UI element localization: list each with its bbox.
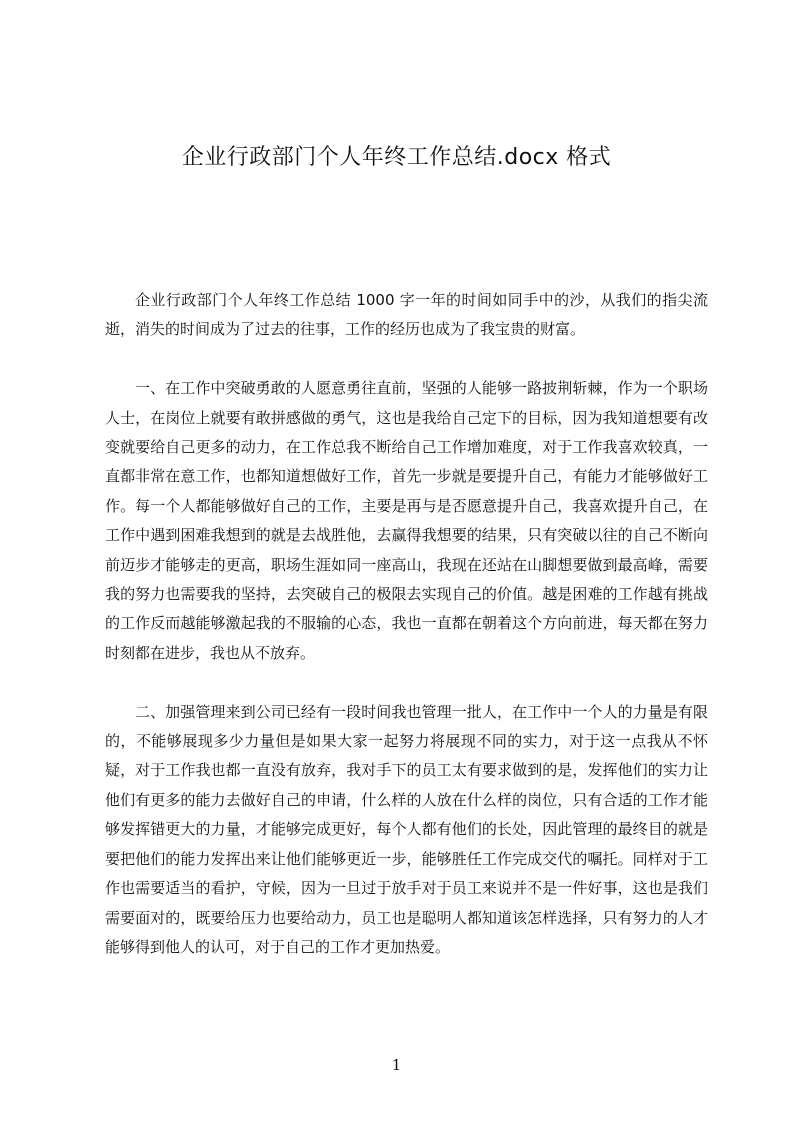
paragraph-section-one: 一、在工作中突破勇敢的人愿意勇往直前，坚强的人能够一路披荆斩棘，作为一个职场人士，在岗位上就要有敢拼感做的勇气，这也是我给自己定下的目标，因为我知道想要有改变就要给自己更多的动力，在工作总我不断给自己工作增加难度，对于工作我喜欢较真，一直都非常在意工作，也都知道想做好工作，首先一步就是要提升自己，有能力才能够做好工作。每一个人都能够做好自己的工作，主要是再与是否愿意提升自己，我喜欢提升自己，在工作中遇到困难我想到的就是去战胜他，去赢得我想要的结果，只有突破以往的自己不断向前迈步才能够走的更高，职场生涯如同一座高山，我现在还站在山脚想要做到最高峰，需要我的努力也需要我的坚持，去突破自己的极限去实现自己的价值。越是困难的工作越有挑战的工作反而越能够激起我的不服输的心态，我也一直都在朝着这个方向前进，每天都在努力时刻都在进步，我也从不放弃。 [105, 379, 708, 662]
paragraph-section-two: 二、加强管理来到公司已经有一段时间我也管理一批人，在工作中一个人的力量是有限的，不能够展现多少力量但是如果大家一起努力将展现不同的实力，对于这一点我从不怀疑，对于工作我也都一直没有放弃，我对手下的员工太有要求做到的是，发挥他们的实力让他们有更多的能力去做好自己的申请，什么样的人放在什么样的岗位，只有合适的工作才能够发挥错更大的力量，才能够完成更好，每个人都有他们的长处，因此管理的最终目的就是要把他们的能力发挥出来让他们能够更近一步，能够胜任工作完成交代的嘱托。同样对于工作也需要适当的看护，守候，因为一旦过于放手对于员工来说并不是一件好事，这也是我们需要面对的，既要给压力也要给动力，员工也是聪明人都知道该怎样选择，只有努力的人才能够得到他人的认可，对于自己的工作才更加热爱。 [105, 702, 708, 956]
document-title: 企业行政部门个人年终工作总结.docx 格式 [181, 145, 612, 170]
paragraph-intro: 企业行政部门个人年终工作总结 1000 字一年的时间如同手中的沙，从我们的指尖流逝，消失的时间成为了过去的往事，工作的经历也成为了我宝贵的财富。 [105, 291, 708, 339]
document-body [105, 286, 708, 962]
page-number: 1 [391, 1056, 402, 1074]
